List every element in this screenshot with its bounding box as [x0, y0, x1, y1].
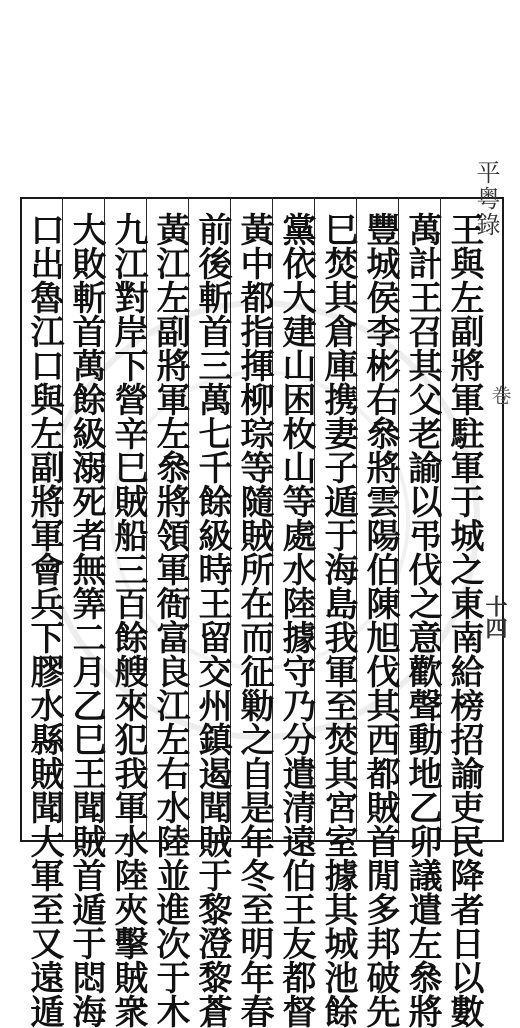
text-column-10: 大敗斬首萬餘級溺死者無筭二月乙巳王聞賊首遁于悶海 [66, 212, 106, 1028]
text-column-9: 九江對岸下營辛巳賊船三百餘艘來犯我軍水陸夾擊賊衆 [108, 212, 148, 1028]
folio-mark: 卷 [488, 385, 512, 405]
text-column-5: 黨依大建山困枚山等處水陸據守乃分遣清遠伯王友都督 [276, 212, 316, 1028]
page-header-title: 平粤錄 [472, 160, 500, 238]
text-column-4: 巳焚其倉庫携妻子遁于海島我軍至焚其宮室據其城池餘 [318, 212, 358, 1028]
text-column-2: 萬計王召其父老諭以弔伐之意歡聲動地乙卯議遣左叅將 [402, 212, 442, 1028]
text-column-3: 豐城侯李彬右叅將雲陽伯陳旭伐其西都賊首閒多邦破先 [360, 212, 400, 1028]
text-column-11: 口出魯江口與左副將軍會兵下膠水縣賊聞大軍至又遠遁 [24, 212, 64, 1028]
page-number: 十四 [482, 595, 508, 639]
text-column-7: 前後斬首三萬七千餘級時王留交州鎮遏聞賊于黎澄黎蒼 [192, 212, 232, 1028]
text-column-6: 黃中都指揮柳琮等隨賊所在而征勦之自是年冬至明年春 [234, 212, 274, 1028]
text-column-1: 王與左副將軍駐軍于城之東南給榜招諭吏民降者日以數 [444, 212, 484, 1028]
text-column-8: 黃江左副將軍左叅將領軍衙富良江左右水陸並進次于木 [150, 212, 190, 1028]
